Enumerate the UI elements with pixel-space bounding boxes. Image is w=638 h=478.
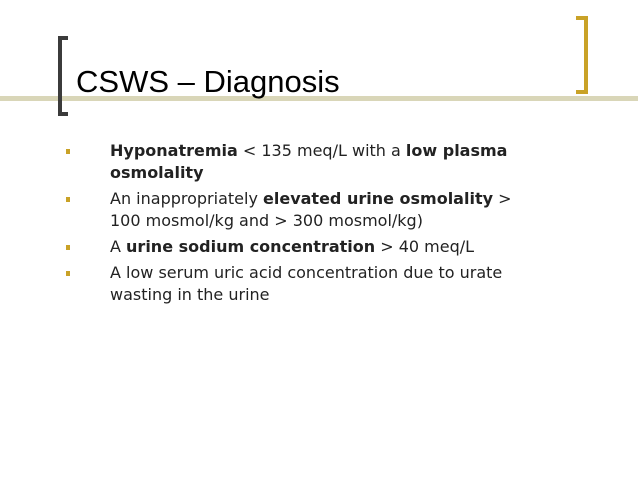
bullet-text: > 100 mosmol/kg and > 300 mosmol/kg) [110,189,512,230]
bullet-item-4 [62,262,542,306]
slide-title: CSWS – Diagnosis [76,64,340,99]
bullet-text: A [110,237,127,256]
bullet-text-bold: elevated urine osmolality [263,189,494,208]
square-bullet-icon [66,245,70,250]
bullet-text-bold: urine sodium concentration [126,237,376,256]
bullet-item-2 [62,188,542,232]
bullet-text: > 40 meq/L [375,237,475,256]
bullet-text-bold: Hyponatremia [110,141,238,160]
square-bullet-icon [66,197,70,202]
right-bracket-decoration [576,16,588,94]
square-bullet-icon [66,271,70,276]
left-bracket-decoration [58,36,68,116]
bullet-item-1 [62,140,542,184]
bullet-text: A low serum uric acid concentration due to urate wasting in the urine [110,263,503,304]
square-bullet-icon [66,149,70,154]
bullet-item-3 [62,236,542,258]
bullet-text-bold: low plasma osmolality [110,141,508,182]
bullet-list [62,140,542,310]
bullet-text: An inappropriately [110,189,263,208]
bullet-text: < 135 meq/L with a [237,141,406,160]
